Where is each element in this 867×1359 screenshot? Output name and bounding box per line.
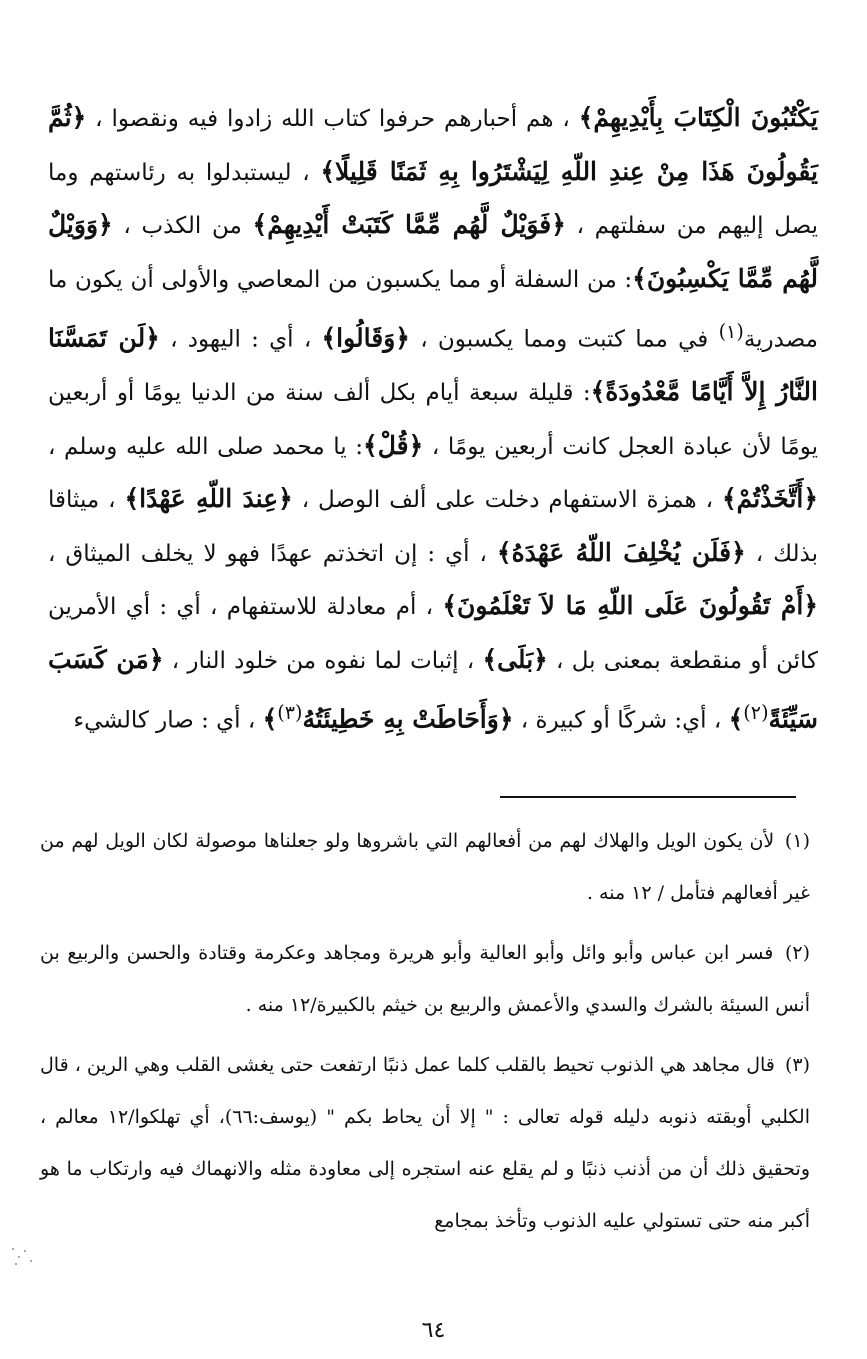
footnote-text: قال مجاهد هي الذنوب تحيط بالقلب كلما عمل ذنبًا ارتفعت حتى يغشى القلب وهي الرين ، قال الكلبي أوبقته ذنوبه دليله قوله تعالى : " إلا أن يحاط بكم " (يوسف:٦٦)، أي تهلكوا/١٢ معالم ، وتحقيق ذلك أن من أذنب ذنبًا و لم يقلع عنه استجره إلى معاودة مثله والانهماك فيه وارتكاب ما هو أكبر منه حتى تستولي عليه الذنوب وتأخذ بمجامع <box>40 1054 810 1232</box>
commentary-text: ، ليستبدلوا به رئاستهم وما يصل إليهم من سفلتهم ، <box>48 159 818 239</box>
quran-quote: ﴾ <box>262 704 278 734</box>
quran-quote: يَكْتُبُونَ الْكِتَابَ بِأَيْدِيهِمْ﴾ <box>578 103 819 132</box>
footnote-separator <box>500 796 796 798</box>
footnote <box>40 1039 810 1247</box>
quran-quote: ﴿أَتَّخَذْتُمْ﴾ <box>721 484 818 514</box>
quran-quote: ﴿فَلَن يُخْلِفَ اللّهُ عَهْدَهُ﴾ <box>496 537 746 567</box>
commentary-text: ، أي : اليهود ، <box>159 326 322 353</box>
commentary-text: ، ميثاقا بذلك ، <box>48 487 818 567</box>
footnote-ref: (٣) <box>277 701 303 725</box>
footnote <box>40 927 810 1031</box>
quran-quote: ﴿قُلْ﴾ <box>363 430 424 460</box>
footnote-number: (٣) <box>784 1054 810 1076</box>
quran-quote: ﴿فَوَيْلٌ لَّهُم مِّمَّا كَتَبَتْ أَيْدِيهِمْ﴾ <box>252 210 566 239</box>
quran-quote: ﴿وَأَحَاطَتْ بِهِ خَطِيئَتُهُ <box>302 704 514 734</box>
commentary-text: : من السفلة أو مما يكسبون من المعاصي والأولى أن يكون ما مصدرية <box>48 266 819 353</box>
commentary-text: من الكذب ، <box>112 213 253 239</box>
commentary-text: ، أم معادلة للاستفهام ، أي : أي الأمرين كائن أو منقطعة بمعنى بل ، <box>48 594 818 674</box>
quran-quote: ﴿أَمْ تَقُولُونَ عَلَى اللّهِ مَا لاَ تَعْلَمُونَ﴾ <box>442 591 819 621</box>
page-number: ٦٤ <box>421 1318 446 1343</box>
quran-quote: ﴿وَوَيْلٌ لَّهُم مِّمَّا يَكْسِبُونَ﴾ <box>48 210 818 293</box>
commentary-text: ، أي : صار كالشيء <box>73 707 263 734</box>
commentary-text: ، همزة الاستفهام دخلت على ألف الوصل ، <box>292 487 722 514</box>
scan-artifact <box>10 1244 36 1268</box>
footnote-ref: (١) <box>718 320 744 343</box>
main-text-body <box>48 92 818 747</box>
quran-quote: ﴿ثُمَّ يَقُولُونَ هَذَا مِنْ عِندِ اللّهِ لِيَشْتَرُوا بِهِ ثَمَنًا قَلِيلًا﴾ <box>48 103 818 186</box>
footnote <box>40 815 810 919</box>
footnote-text: فسر ابن عباس وأبو وائل وأبو العالية وأبو هريرة ومجاهد وعكرمة وقتادة والحسن والربيع بن أنس السيئة بالشرك والسدي والأعمش والربيع بن خيثم بالكبيرة/١٢ منه . <box>40 942 810 1016</box>
quran-quote: ﴿مَن كَسَبَ سَيِّئَةً <box>48 644 818 734</box>
commentary-text: ، هم أحبارهم حرفوا كتاب الله زادوا فيه ونقصوا ، <box>86 106 579 132</box>
commentary-text: ، أي: شركًا أو كبيرة ، <box>513 707 729 734</box>
commentary-text: ، إثبات لما نفوه من خلود النار ، <box>163 647 483 674</box>
quran-quote: ﴿لَن تَمَسَّنَا النَّارُ إِلاَّ أَيَّامًا مَّعْدُودَةً﴾ <box>48 323 818 407</box>
footnote-text: لأن يكون الويل والهلاك لهم من أفعالهم التي باشروها ولو جعلناها موصولة لكان الويل لهم من غير أفعالهم فتأمل / ١٢ منه . <box>40 830 810 904</box>
quran-quote: ﴿بَلَى﴾ <box>482 644 548 674</box>
footnote-number: (١) <box>784 830 810 852</box>
commentary-text: : يا محمد صلى الله عليه وسلم ، <box>48 433 364 460</box>
commentary-text: في مما كتبت ومما يكسبون ، <box>409 326 719 353</box>
quran-quote: ﴿وَقَالُوا﴾ <box>321 323 410 353</box>
footnote-number: (٢) <box>784 942 810 964</box>
commentary-text: ، أي : إن اتخذتم عهدًا فهو لا يخلف الميثاق ، <box>48 540 497 567</box>
footnote-ref: (٢) <box>743 701 769 725</box>
footnotes-section <box>40 815 810 1255</box>
quran-quote: ﴿عِندَ اللّهِ عَهْدًا﴾ <box>124 484 293 514</box>
quran-quote: ﴾ <box>728 704 744 734</box>
commentary-text: : قليلة سبعة أيام بكل ألف سنة من الدنيا يومًا أو أربعين يومًا لأن عبادة العجل كانت أربعين يومًا ، <box>48 380 818 460</box>
